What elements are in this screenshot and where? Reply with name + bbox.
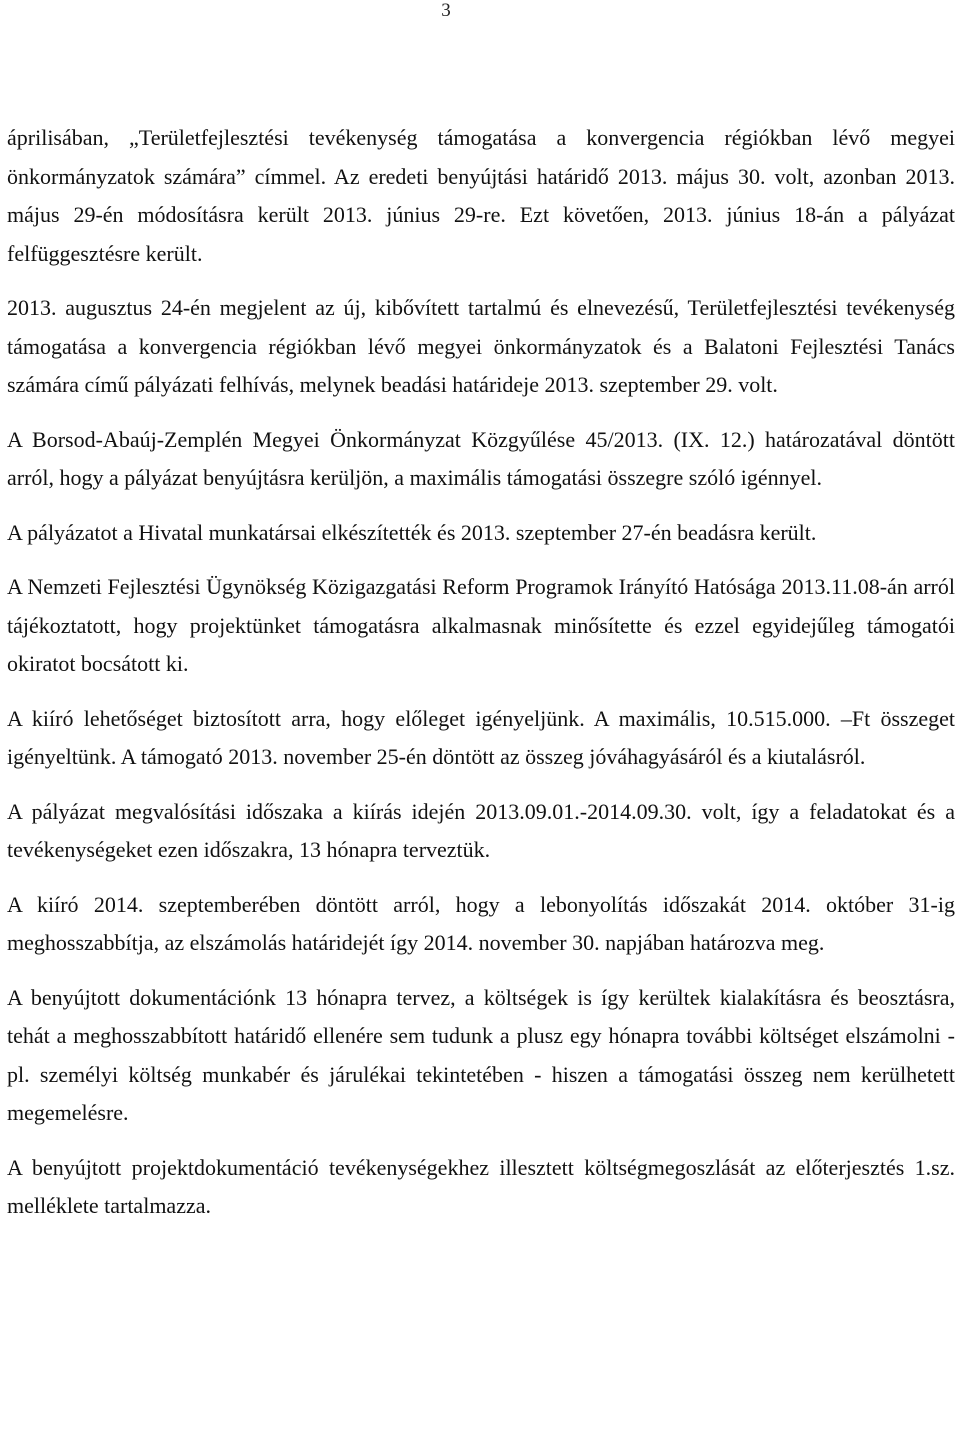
paragraph-implementation-period: A pályázat megvalósítási időszaka a kiírás idején 2013.09.01.-2014.09.30. volt, így a feladatokat és a tevékenységeket ezen időszakra, 13 hónapra terveztük.: [7, 798, 955, 862]
paragraph-extension: A kiíró 2014. szeptemberében döntött arról, hogy a lebonyolítás időszakát 2014. október 31-ig meghosszabbítja, az elszámolás határidejét így 2014. november 30. napjában határozva meg.: [7, 891, 955, 955]
page-number: 3: [441, 0, 451, 21]
paragraph-new-call: 2013. augusztus 24-én megjelent az új, kibővített tartalmú és elnevezésű, Területfejlesztési tevékenység támogatása a konvergencia régiókban lévő megyei önkormányzatok és a Balatoni Fejlesztési Tanács számára című pályázati felhívás, melynek beadási határideje 2013. szeptember 29. volt.: [7, 295, 955, 397]
paragraph-pending-application: áprilisában, „Területfejlesztési tevékenység támogatása a konvergencia régiókban lévő megyei önkormányzatok számára” címmel. Az eredeti benyújtási határidő 2013. május 30. volt, azonban 2013. május 29-én módosításra került 2013. június 29-re. Ezt követően, 2013. június 18-án a pályázat felfüggesztésre került.: [7, 125, 955, 266]
paragraph-advance-payment: A kiíró lehetőséget biztosított arra, hogy előleget igényeljünk. A maximális, 10.515.000. –Ft összeget igényeltünk. A támogató 2013. november 25-én döntött az összeg jóváhagyásáról és a kiutalásról.: [7, 705, 955, 769]
paragraph-costs: A benyújtott dokumentációnk 13 hónapra tervez, a költségek is így kerültek kialakításra és beosztásra, tehát a meghosszabbított határidő ellenére sem tudunk a plusz egy hónapra további költséget elszámolni - pl. személyi költség munkabér és járulékai tekintetében - hiszen a támogatási összeg nem kerülhetett megemelésre.: [7, 984, 955, 1125]
paragraph-annex-reference: A benyújtott projektdokumentáció tevékenységekhez illesztett költségmegoszlását az előterjesztés 1.sz. melléklete tartalmazza.: [7, 1154, 955, 1218]
paragraph-submission: A pályázatot a Hivatal munkatársai elkészítették és 2013. szeptember 27-én beadásra került.: [7, 519, 817, 545]
paragraph-assembly-decision: A Borsod-Abaúj-Zemplén Megyei Önkormányzat Közgyűlése 45/2013. (IX. 12.) határozatával döntött arról, hogy a pályázat benyújtásra kerüljön, a maximális támogatási összegre szóló igénnyel.: [7, 426, 955, 490]
paragraph-approval: A Nemzeti Fejlesztési Ügynökség Közigazgatási Reform Programok Irányító Hatósága 2013.11.08-án arról tájékoztatott, hogy projektünket támogatásra alkalmasnak minősítette és ezzel egyidejűleg támogatói okiratot bocsátott ki.: [7, 574, 955, 676]
document-body: [7, 119, 955, 1226]
